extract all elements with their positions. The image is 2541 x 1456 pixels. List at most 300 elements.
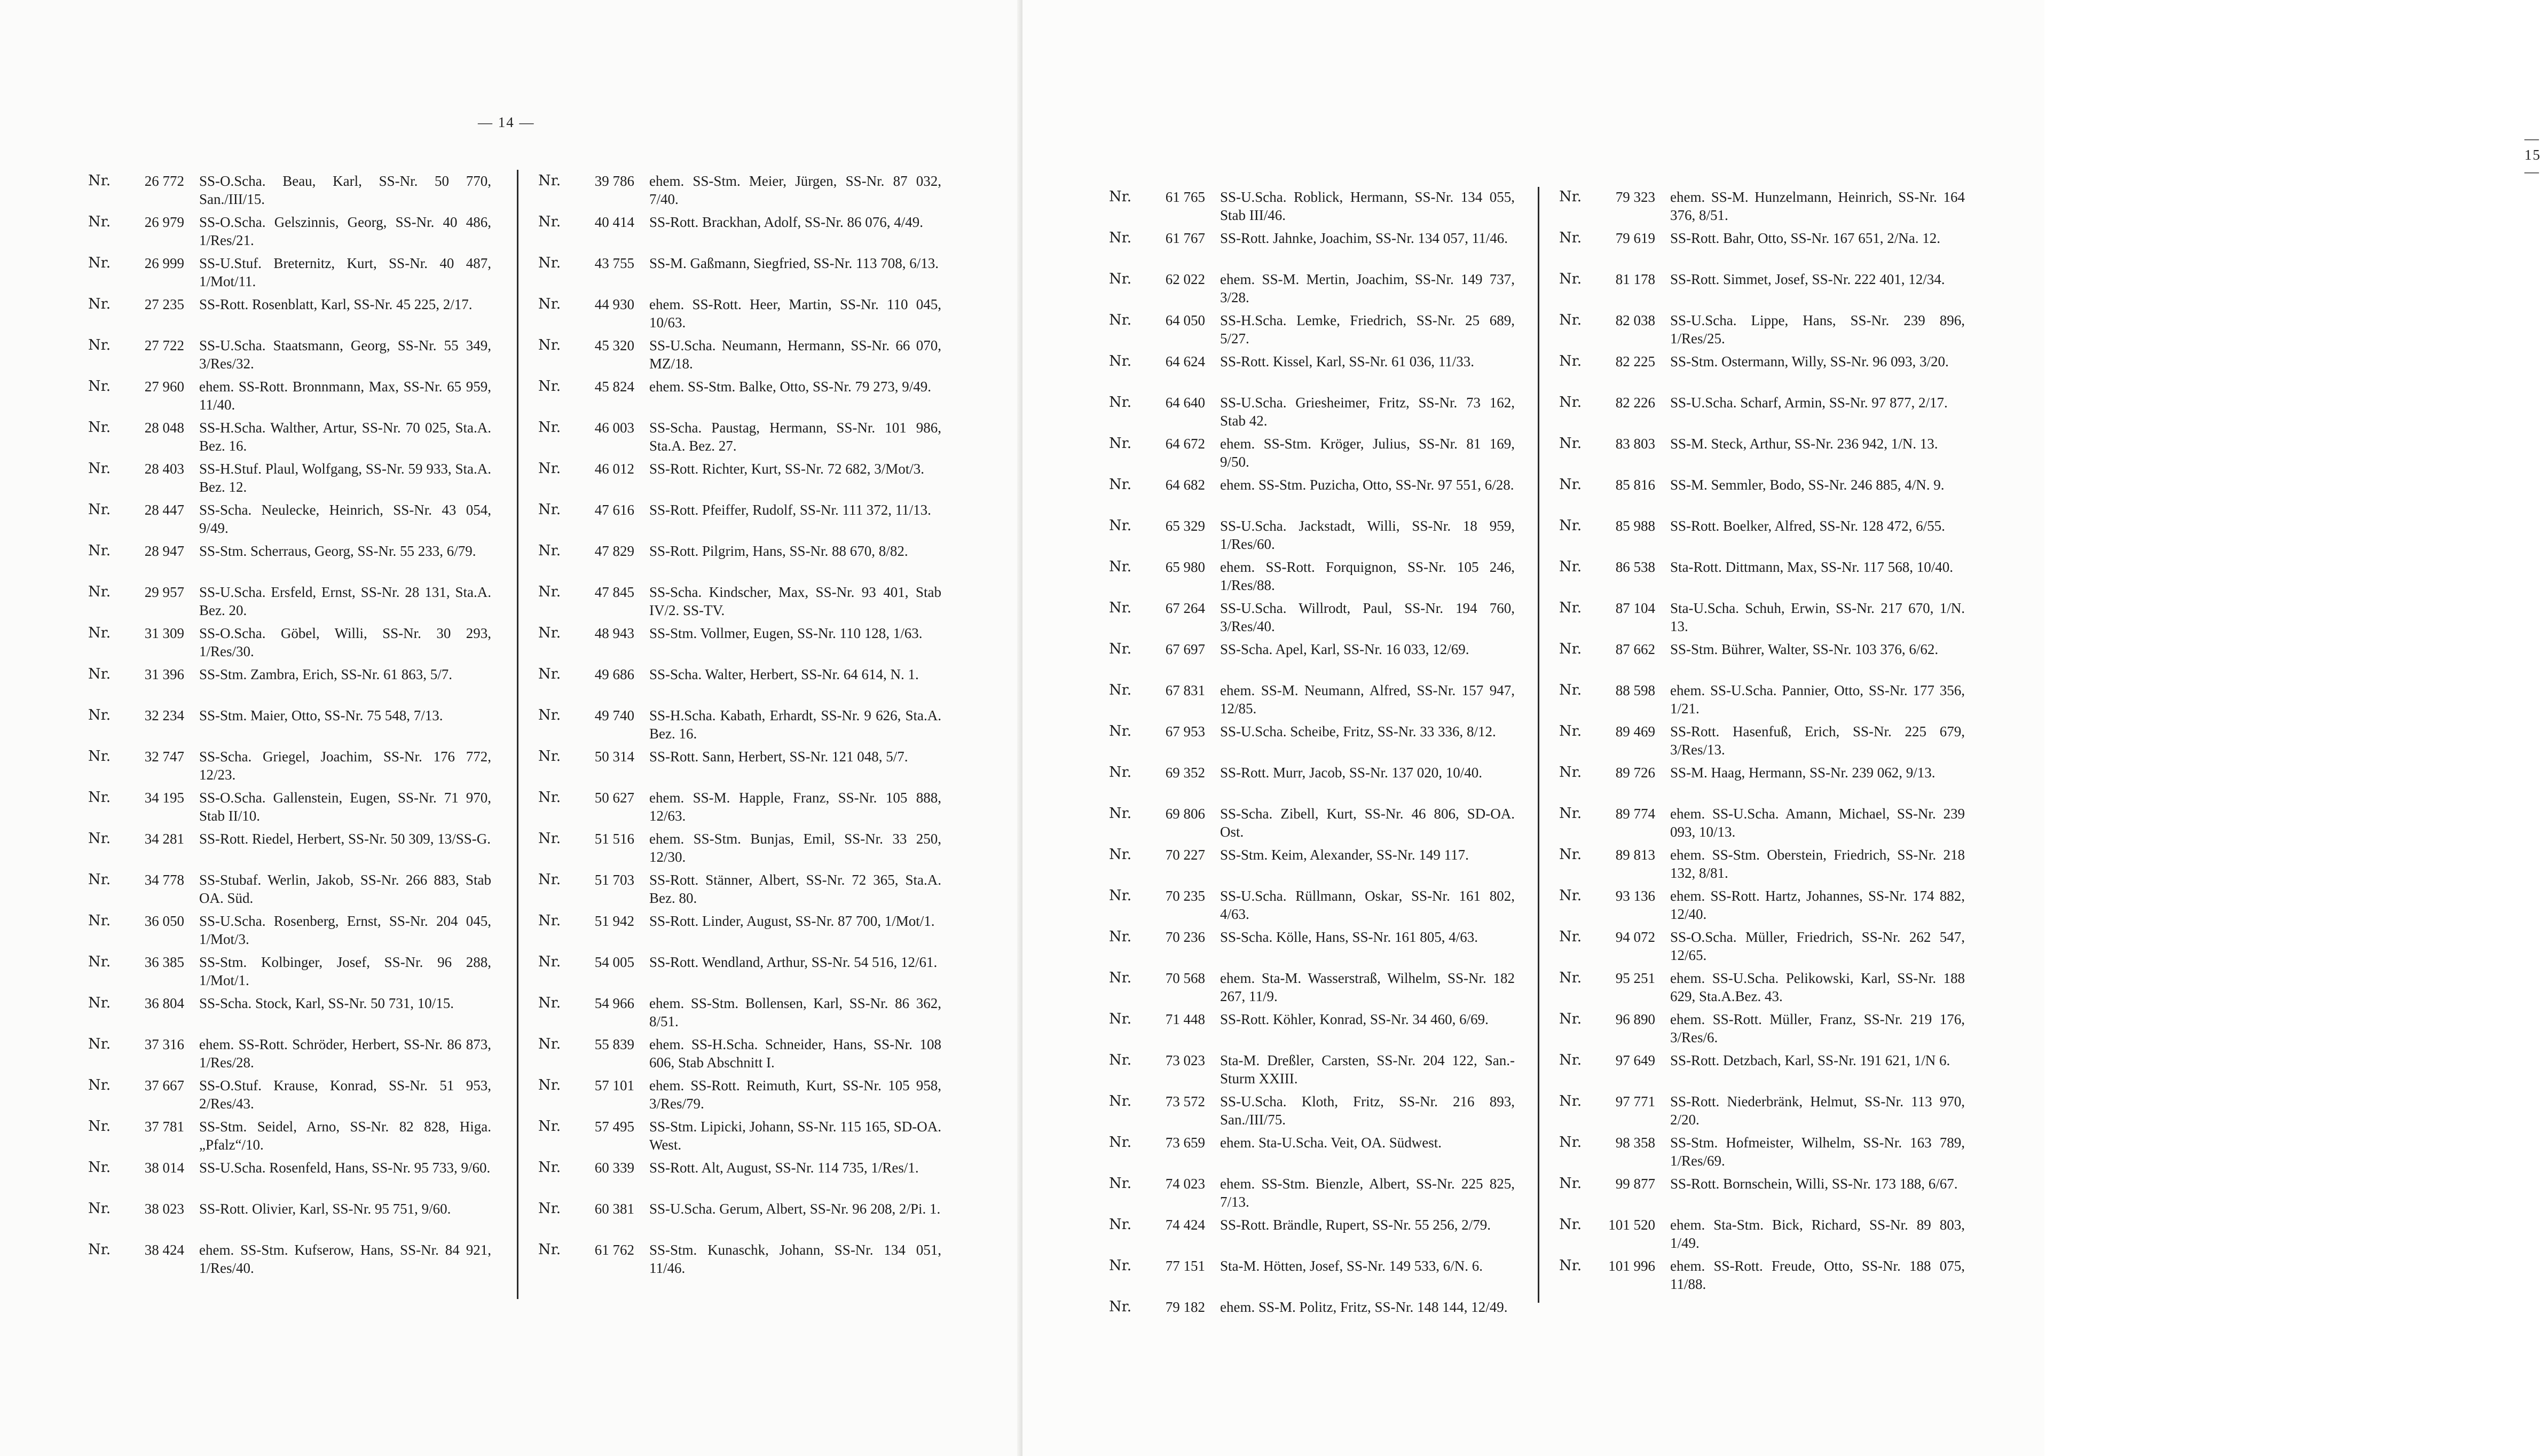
entry-number: 97 649 [1615,1052,1655,1068]
list-entry [1559,229,1965,270]
entry-prefix: Nr. [538,172,561,189]
entry-text: ehem. SS-Stm. Puzicha, Otto, SS-Nr. 97 551, 6/28. [1220,477,1514,493]
entry-prefix: Nr. [1559,641,1582,657]
entry-prefix: Nr. [1109,970,1132,986]
entry-text: SS-U.Scha. Griesheimer, Fritz, SS-Nr. 73 162, Stab 42. [1220,395,1515,429]
entry-text: ehem. SS-U.Scha. Pannier, Otto, SS-Nr. 177 356, 1/21. [1670,682,1965,717]
entry-number: 43 755 [594,255,634,271]
list-entry [88,377,491,419]
list-entry [88,1200,491,1241]
entry-prefix: Nr. [538,748,561,765]
list-entry [1109,1134,1515,1175]
list-entry [538,1117,941,1159]
entry-text: SS-H.Scha. Walther, Artur, SS-Nr. 70 025, Sta.A. Bez. 16. [199,420,491,454]
entry-number: 28 447 [144,502,184,518]
entry-number: 86 538 [1615,559,1655,575]
entry-number: 37 781 [144,1119,184,1135]
list-entry [1559,805,1965,846]
entry-number: 70 227 [1165,847,1205,863]
list-entry [1109,1010,1515,1051]
list-entry [538,953,941,994]
list-entry [538,665,941,706]
entry-text: SS-Rott. Detzbach, Karl, SS-Nr. 191 621, 1/N 6. [1670,1052,1950,1068]
entry-number: 61 767 [1165,230,1205,246]
list-entry [1559,517,1965,558]
entry-text: SS-U.Scha. Rosenberg, Ernst, SS-Nr. 204 045, 1/Mot/3. [199,913,491,947]
entry-text: ehem. SS-M. Hunzelmann, Heinrich, SS-Nr. 164 376, 8/51. [1670,189,1965,223]
entry-number: 45 320 [594,337,634,353]
list-entry [538,172,941,213]
entry-text: SS-M. Haag, Hermann, SS-Nr. 239 062, 9/13. [1670,765,1936,781]
entry-text: ehem. SS-Rott. Forquignon, SS-Nr. 105 246, 1/Res/88. [1220,559,1515,593]
entry-number: 46 003 [594,420,634,436]
entry-text: ehem. SS-M. Happle, Franz, SS-Nr. 105 888, 12/63. [649,790,941,824]
list-entry [88,1241,491,1282]
entry-prefix: Nr. [538,707,561,723]
entry-number: 60 381 [594,1201,634,1217]
entry-prefix: Nr. [538,1200,561,1217]
entry-prefix: Nr. [538,214,561,230]
list-entry [88,1035,491,1076]
entry-prefix: Nr. [538,337,561,353]
entry-text: SS-Stm. Lipicki, Johann, SS-Nr. 115 165, SD-OA. West. [649,1119,941,1153]
entry-prefix: Nr. [1109,764,1132,781]
entry-text: SS-Scha. Stock, Karl, SS-Nr. 50 731, 10/15. [199,995,454,1011]
list-entry [1559,1175,1965,1216]
entry-prefix: Nr. [1109,1175,1132,1192]
entry-number: 64 050 [1165,312,1205,328]
entry-prefix: Nr. [88,501,111,518]
entry-number: 65 329 [1165,518,1205,534]
list-entry [88,706,491,747]
list-entry [1559,1092,1965,1134]
entry-number: 98 358 [1615,1135,1655,1151]
entry-number: 39 786 [594,173,634,189]
list-entry [1559,681,1965,722]
list-entry [1109,435,1515,476]
page-number-right: — 15 — [2524,130,2541,179]
entry-text: SS-Rott. Simmet, Josef, SS-Nr. 222 401, 12/34. [1670,271,1945,287]
entry-number: 62 022 [1165,271,1205,287]
entry-prefix: Nr. [1559,1216,1582,1233]
entry-prefix: Nr. [1109,353,1132,369]
entry-prefix: Nr. [1559,558,1582,575]
entry-text: ehem. SS-Stm. Bienzle, Albert, SS-Nr. 225 825, 7/13. [1220,1176,1515,1210]
entry-text: SS-Stm. Seidel, Arno, SS-Nr. 82 828, Higa. „Pfalz“/10. [199,1119,491,1153]
entry-text: ehem. SS-Rott. Bronnmann, Max, SS-Nr. 65 959, 11/40. [199,379,491,413]
list-entry [1109,722,1515,764]
list-entry [88,1159,491,1200]
list-entry [1559,393,1965,435]
entry-text: ehem. SS-M. Neumann, Alfred, SS-Nr. 157 947, 12/85. [1220,682,1515,717]
entry-text: SS-U.Scha. Roblick, Hermann, SS-Nr. 134 055, Stab III/46. [1220,189,1515,223]
entry-prefix: Nr. [1109,476,1132,493]
entry-prefix: Nr. [1559,517,1582,534]
entry-prefix: Nr. [1109,394,1132,411]
list-entry [538,912,941,953]
list-entry [1559,270,1965,311]
entry-number: 27 960 [144,379,184,395]
entry-number: 70 235 [1165,888,1205,904]
column-left-2 [538,172,941,1282]
entry-text: ehem. SS-Rott. Reimuth, Kurt, SS-Nr. 105 958, 3/Res/79. [649,1077,941,1112]
entry-text: SS-Rott. Köhler, Konrad, SS-Nr. 34 460, 6/69. [1220,1011,1489,1027]
list-entry [1109,805,1515,846]
entry-prefix: Nr. [1559,353,1582,369]
entry-prefix: Nr. [88,584,111,600]
list-entry [1559,1216,1965,1257]
entry-text: ehem. SS-U.Scha. Amann, Michael, SS-Nr. 239 093, 10/13. [1670,806,1965,840]
entry-text: SS-Rott. Richter, Kurt, SS-Nr. 72 682, 3/Mot/3. [649,461,924,477]
entry-prefix: Nr. [538,666,561,682]
entry-number: 67 953 [1165,723,1205,739]
entry-number: 101 996 [1608,1258,1655,1274]
entry-text: SS-Stm. Scherraus, Georg, SS-Nr. 55 233, 6/79. [199,543,476,559]
entry-prefix: Nr. [538,954,561,970]
list-entry [1559,928,1965,969]
entry-number: 54 966 [594,995,634,1011]
entry-number: 36 385 [144,954,184,970]
entry-number: 26 772 [144,173,184,189]
entry-number: 36 804 [144,995,184,1011]
entry-prefix: Nr. [538,419,561,436]
list-entry [88,830,491,871]
entry-text: SS-Stubaf. Werlin, Jakob, SS-Nr. 266 883, Stab OA. Süd. [199,872,491,906]
entry-number: 50 627 [594,790,634,806]
entry-number: 67 831 [1165,682,1205,698]
entry-text: SS-Rott. Boelker, Alfred, SS-Nr. 128 472, 6/55. [1670,518,1945,534]
entry-number: 82 225 [1615,353,1655,369]
list-entry [1559,887,1965,928]
list-entry [1109,1257,1515,1298]
entry-number: 79 619 [1615,230,1655,246]
entry-prefix: Nr. [1559,476,1582,493]
entry-prefix: Nr. [88,255,111,271]
entry-number: 97 771 [1615,1093,1655,1109]
list-entry [1109,229,1515,270]
entry-prefix: Nr. [1109,682,1132,698]
entry-prefix: Nr. [88,1159,111,1176]
entry-number: 60 339 [594,1160,634,1176]
list-entry [1559,435,1965,476]
entry-number: 85 988 [1615,518,1655,534]
entry-number: 81 178 [1615,271,1655,287]
entry-number: 26 979 [144,214,184,230]
entry-number: 37 667 [144,1077,184,1093]
entry-number: 50 314 [594,749,634,765]
entry-number: 70 236 [1165,929,1205,945]
entry-prefix: Nr. [538,1077,561,1093]
list-entry [1109,476,1515,517]
entry-text: SS-U.Scha. Ersfeld, Ernst, SS-Nr. 28 131, Sta.A. Bez. 20. [199,584,491,618]
entry-prefix: Nr. [1559,723,1582,739]
entry-text: Sta-Rott. Dittmann, Max, SS-Nr. 117 568, 10/40. [1670,559,1954,575]
entry-prefix: Nr. [1109,1093,1132,1109]
entry-text: SS-Scha. Paustag, Hermann, SS-Nr. 101 986, Sta.A. Bez. 27. [649,420,941,454]
list-entry [538,583,941,624]
entry-prefix: Nr. [1559,846,1582,863]
entry-prefix: Nr. [1109,846,1132,863]
entry-text: Sta-M. Hötten, Josef, SS-Nr. 149 533, 6/N. 6. [1220,1258,1483,1274]
list-entry [538,1241,941,1282]
entry-prefix: Nr. [1109,1216,1132,1233]
entry-text: ehem. SS-Rott. Schröder, Herbert, SS-Nr. 86 873, 1/Res/28. [199,1036,491,1071]
list-entry [1109,1092,1515,1134]
entry-number: 51 516 [594,831,634,847]
entry-prefix: Nr. [1109,805,1132,822]
entry-prefix: Nr. [538,378,561,395]
entry-prefix: Nr. [1559,1093,1582,1109]
entry-number: 28 403 [144,461,184,477]
list-entry [88,295,491,336]
entry-prefix: Nr. [88,625,111,641]
entry-number: 82 226 [1615,395,1655,411]
entry-number: 89 774 [1615,806,1655,822]
list-entry [88,953,491,994]
entry-text: SS-Stm. Kunaschk, Johann, SS-Nr. 134 051, 11/46. [649,1242,941,1276]
entry-number: 36 050 [144,913,184,929]
entry-text: SS-Stm. Keim, Alexander, SS-Nr. 149 117. [1220,847,1469,863]
entry-text: SS-U.Scha. Scheibe, Fritz, SS-Nr. 33 336, 8/12. [1220,723,1496,739]
entry-text: SS-U.Scha. Lippe, Hans, SS-Nr. 239 896, 1/Res/25. [1670,312,1965,347]
entry-text: ehem. Sta-M. Wasserstraß, Wilhelm, SS-Nr. 182 267, 11/9. [1220,970,1515,1004]
list-entry [538,254,941,295]
entry-prefix: Nr. [1559,1257,1582,1274]
entry-number: 31 309 [144,625,184,641]
list-entry [538,1076,941,1117]
entry-number: 93 136 [1615,888,1655,904]
entry-prefix: Nr. [1109,887,1132,904]
entry-number: 38 023 [144,1201,184,1217]
list-entry [538,1200,941,1241]
entry-prefix: Nr. [1559,188,1582,205]
list-entry [88,1076,491,1117]
entry-number: 61 762 [594,1242,634,1258]
list-entry [1559,722,1965,764]
entry-number: 95 251 [1615,970,1655,986]
entry-text: SS-Rott. Pilgrim, Hans, SS-Nr. 88 670, 8/82. [649,543,908,559]
entry-text: SS-U.Scha. Staatsmann, Georg, SS-Nr. 55 349, 3/Res/32. [199,337,491,372]
list-entry [1109,270,1515,311]
entry-number: 73 023 [1165,1052,1205,1068]
entry-number: 67 697 [1165,641,1205,657]
entry-number: 79 323 [1615,189,1655,205]
entry-text: SS-U.Scha. Scharf, Armin, SS-Nr. 97 877, 2/17. [1670,395,1948,411]
list-entry [538,1159,941,1200]
list-entry [88,789,491,830]
entry-number: 88 598 [1615,682,1655,698]
entry-text: SS-Rott. Alt, August, SS-Nr. 114 735, 1/Res/1. [649,1160,919,1176]
entry-text: ehem. SS-Stm. Bollensen, Karl, SS-Nr. 86 362, 8/51. [649,995,941,1029]
entry-text: ehem. SS-Rott. Hartz, Johannes, SS-Nr. 174 882, 12/40. [1670,888,1965,922]
entry-prefix: Nr. [1559,805,1582,822]
entry-text: SS-Scha. Griegel, Joachim, SS-Nr. 176 772, 12/23. [199,749,491,783]
entry-text: SS-Stm. Kolbinger, Josef, SS-Nr. 96 288, 1/Mot/1. [199,954,491,988]
entry-number: 101 520 [1608,1217,1655,1233]
entry-number: 64 672 [1165,436,1205,452]
entry-prefix: Nr. [1559,1134,1582,1151]
entry-text: SS-Rott. Murr, Jacob, SS-Nr. 137 020, 10/40. [1220,765,1482,781]
entry-prefix: Nr. [88,995,111,1011]
entry-prefix: Nr. [88,1241,111,1258]
entry-prefix: Nr. [88,1077,111,1093]
entry-number: 64 682 [1165,477,1205,493]
entry-text: ehem. SS-M. Mertin, Joachim, SS-Nr. 149 737, 3/28. [1220,271,1515,305]
list-entry [1559,476,1965,517]
entry-text: SS-O.Scha. Gelszinnis, Georg, SS-Nr. 40 486, 1/Res/21. [199,214,491,248]
entry-number: 26 999 [144,255,184,271]
list-entry [88,254,491,295]
entry-number: 37 316 [144,1036,184,1052]
entry-prefix: Nr. [1559,394,1582,411]
entry-number: 99 877 [1615,1176,1655,1192]
entry-prefix: Nr. [88,296,111,312]
entry-prefix: Nr. [538,255,561,271]
entry-text: SS-U.Scha. Rüllmann, Oskar, SS-Nr. 161 802, 4/63. [1220,888,1515,922]
entry-text: SS-Scha. Apel, Karl, SS-Nr. 16 033, 12/69. [1220,641,1469,657]
entry-number: 89 813 [1615,847,1655,863]
entry-prefix: Nr. [1109,271,1132,287]
list-entry [1109,393,1515,435]
entry-text: SS-Scha. Walter, Herbert, SS-Nr. 64 614, N. 1. [649,666,919,682]
list-entry [538,624,941,665]
entry-text: SS-Rott. Sann, Herbert, SS-Nr. 121 048, 5/7. [649,749,908,765]
list-entry [538,336,941,377]
list-entry [1109,311,1515,352]
entry-text: SS-Rott. Bahr, Otto, SS-Nr. 167 651, 2/Na. 12. [1670,230,1940,246]
entry-prefix: Nr. [538,625,561,641]
entry-text: ehem. SS-M. Politz, Fritz, SS-Nr. 148 144, 12/49. [1220,1299,1508,1315]
entry-prefix: Nr. [1559,230,1582,246]
entry-text: SS-Rott. Hasenfuß, Erich, SS-Nr. 225 679, 3/Res/13. [1670,723,1965,758]
entry-number: 61 765 [1165,189,1205,205]
entry-number: 57 495 [594,1119,634,1135]
entry-number: 29 957 [144,584,184,600]
entry-number: 96 890 [1615,1011,1655,1027]
entry-number: 64 640 [1165,395,1205,411]
entry-number: 87 104 [1615,600,1655,616]
entry-prefix: Nr. [1109,1298,1132,1315]
entry-number: 69 806 [1165,806,1205,822]
entry-text: SS-Rott. Brackhan, Adolf, SS-Nr. 86 076, 4/49. [649,214,924,230]
entry-number: 79 182 [1165,1299,1205,1315]
list-entry [538,295,941,336]
list-entry [538,542,941,583]
entry-number: 89 726 [1615,765,1655,781]
entry-text: ehem. SS-Stm. Kröger, Julius, SS-Nr. 81 169, 9/50. [1220,436,1515,470]
entry-number: 51 703 [594,872,634,888]
entry-text: SS-U.Scha. Willrodt, Paul, SS-Nr. 194 760, 3/Res/40. [1220,600,1515,634]
entry-text: ehem. SS-Stm. Balke, Otto, SS-Nr. 79 273, 9/49. [649,379,932,395]
entry-text: SS-H.Stuf. Plaul, Wolfgang, SS-Nr. 59 933, Sta.A. Bez. 12. [199,461,491,495]
entry-prefix: Nr. [88,337,111,353]
entry-number: 47 616 [594,502,634,518]
entry-prefix: Nr. [1109,1257,1132,1274]
list-entry [1109,681,1515,722]
list-entry [538,213,941,254]
entry-prefix: Nr. [1559,1175,1582,1192]
list-entry [88,665,491,706]
entry-number: 34 778 [144,872,184,888]
entry-prefix: Nr. [1559,600,1582,616]
entry-text: SS-Rott. Kissel, Karl, SS-Nr. 61 036, 11/33. [1220,353,1475,369]
entry-prefix: Nr. [1559,970,1582,986]
entry-number: 38 424 [144,1242,184,1258]
list-entry [1559,969,1965,1010]
entry-text: ehem. Sta-U.Scha. Veit, OA. Südwest. [1220,1135,1442,1151]
entry-prefix: Nr. [1559,271,1582,287]
list-entry [1559,558,1965,599]
entry-text: SS-M. Semmler, Bodo, SS-Nr. 246 885, 4/N. 9. [1670,477,1945,493]
entry-number: 32 747 [144,749,184,765]
entry-prefix: Nr. [88,460,111,477]
list-entry [88,747,491,789]
list-entry [538,501,941,542]
entry-number: 73 572 [1165,1093,1205,1109]
entry-number: 27 235 [144,296,184,312]
list-entry [88,419,491,460]
entry-prefix: Nr. [1559,928,1582,945]
list-entry [88,213,491,254]
entry-number: 44 930 [594,296,634,312]
list-entry [1109,846,1515,887]
entry-prefix: Nr. [88,954,111,970]
entry-text: ehem. SS-U.Scha. Pelikowski, Karl, SS-Nr. 188 629, Sta.A.Bez. 43. [1670,970,1965,1004]
entry-prefix: Nr. [1109,600,1132,616]
entry-number: 82 038 [1615,312,1655,328]
entry-prefix: Nr. [1109,641,1132,657]
entry-text: SS-Rott. Stänner, Albert, SS-Nr. 72 365, Sta.A. Bez. 80. [649,872,941,906]
list-entry [1559,188,1965,229]
list-entry [538,460,941,501]
entry-prefix: Nr. [538,1118,561,1135]
entry-text: SS-Scha. Kindscher, Max, SS-Nr. 93 401, Stab IV/2. SS-TV. [649,584,941,618]
entry-prefix: Nr. [1109,230,1132,246]
entry-number: 54 005 [594,954,634,970]
entry-prefix: Nr. [1109,1052,1132,1068]
entry-prefix: Nr. [88,1118,111,1135]
entry-number: 34 281 [144,831,184,847]
entry-number: 77 151 [1165,1258,1205,1274]
entry-text: SS-O.Scha. Beau, Karl, SS-Nr. 50 770, San./III/15. [199,173,491,207]
entry-prefix: Nr. [1109,558,1132,575]
entry-text: ehem. SS-Rott. Freude, Otto, SS-Nr. 188 075, 11/88. [1670,1258,1965,1292]
entry-text: SS-Rott. Linder, August, SS-Nr. 87 700, 1/Mot/1. [649,913,935,929]
entry-text: SS-U.Scha. Jackstadt, Willi, SS-Nr. 18 959, 1/Res/60. [1220,518,1515,552]
list-entry [1559,1134,1965,1175]
entry-prefix: Nr. [1109,435,1132,452]
entry-text: SS-Scha. Zibell, Kurt, SS-Nr. 46 806, SD-OA. Ost. [1220,806,1515,840]
entry-prefix: Nr. [1559,764,1582,781]
entry-number: 28 048 [144,420,184,436]
entry-number: 55 839 [594,1036,634,1052]
list-entry [538,706,941,747]
entry-prefix: Nr. [88,912,111,929]
entry-text: SS-Rott. Riedel, Herbert, SS-Nr. 50 309, 13/SS-G. [199,831,491,847]
list-entry [1109,1216,1515,1257]
list-entry [1559,640,1965,681]
entry-prefix: Nr. [88,172,111,189]
entry-text: ehem. Sta-Stm. Bick, Richard, SS-Nr. 89 803, 1/49. [1670,1217,1965,1251]
list-entry [88,336,491,377]
entry-prefix: Nr. [538,1036,561,1052]
list-entry [1109,764,1515,805]
entry-prefix: Nr. [1109,188,1132,205]
entry-text: SS-U.Scha. Rosenfeld, Hans, SS-Nr. 95 733, 9/60. [199,1160,491,1176]
entry-prefix: Nr. [538,501,561,518]
entry-number: 74 424 [1165,1217,1205,1233]
column-right-2 [1559,188,1965,1298]
